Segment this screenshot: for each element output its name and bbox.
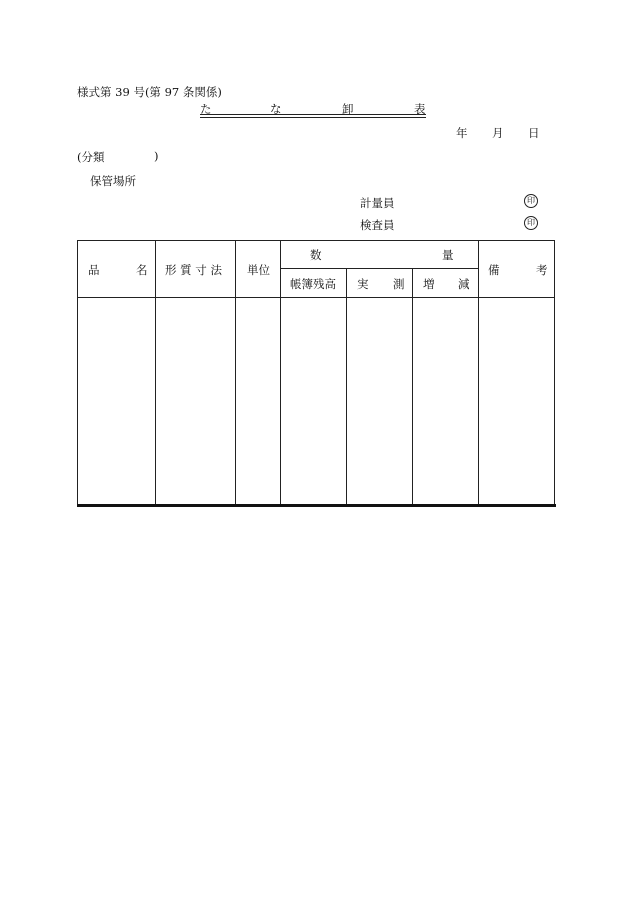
storage-location-label: 保管場所	[90, 174, 136, 188]
header-book-balance: 帳簿残高	[290, 277, 336, 291]
date-day-label: 日	[528, 126, 540, 140]
table-col-divider	[412, 268, 413, 506]
quantity-subheader-rule	[280, 268, 478, 269]
title-char-4: 表	[414, 102, 426, 116]
header-item-name-1: 品	[88, 263, 100, 277]
classification-close-paren: )	[154, 149, 159, 163]
header-form-quality-size: 形 質 寸 法	[165, 263, 222, 277]
header-bottom-rule	[77, 297, 555, 298]
header-actual-1: 実	[357, 277, 369, 291]
date-month-label: 月	[492, 126, 504, 140]
table-col-divider	[280, 240, 281, 506]
form-number: 様式第 39 号(第 97 条関係)	[77, 85, 222, 99]
header-remarks-1: 備	[488, 263, 500, 277]
inspector-label: 検査員	[360, 218, 395, 232]
header-actual-2: 測	[393, 277, 405, 291]
header-item-name-2: 名	[136, 263, 148, 277]
header-quantity-2: 量	[442, 248, 454, 262]
header-unit: 単位	[247, 263, 270, 277]
title-underline-double	[200, 117, 426, 118]
header-change-1: 増	[423, 277, 435, 291]
table-col-divider	[155, 240, 156, 506]
table-col-divider	[478, 240, 479, 506]
table-col-divider	[346, 268, 347, 506]
measurer-seal-icon: 印	[524, 194, 538, 208]
table-bottom-rule	[77, 504, 556, 507]
title-char-2: な	[270, 102, 282, 116]
classification-label: (分類	[77, 150, 105, 164]
header-remarks-2: 考	[536, 263, 548, 277]
inspector-seal-icon: 印	[524, 216, 538, 230]
header-quantity-1: 数	[310, 248, 322, 262]
title-underline	[200, 114, 426, 115]
table-col-divider	[235, 240, 236, 506]
header-change-2: 減	[458, 277, 470, 291]
date-year-label: 年	[456, 126, 468, 140]
measurer-label: 計量員	[360, 196, 395, 210]
title-char-3: 卸	[342, 102, 354, 116]
title-char-1: た	[200, 102, 212, 116]
